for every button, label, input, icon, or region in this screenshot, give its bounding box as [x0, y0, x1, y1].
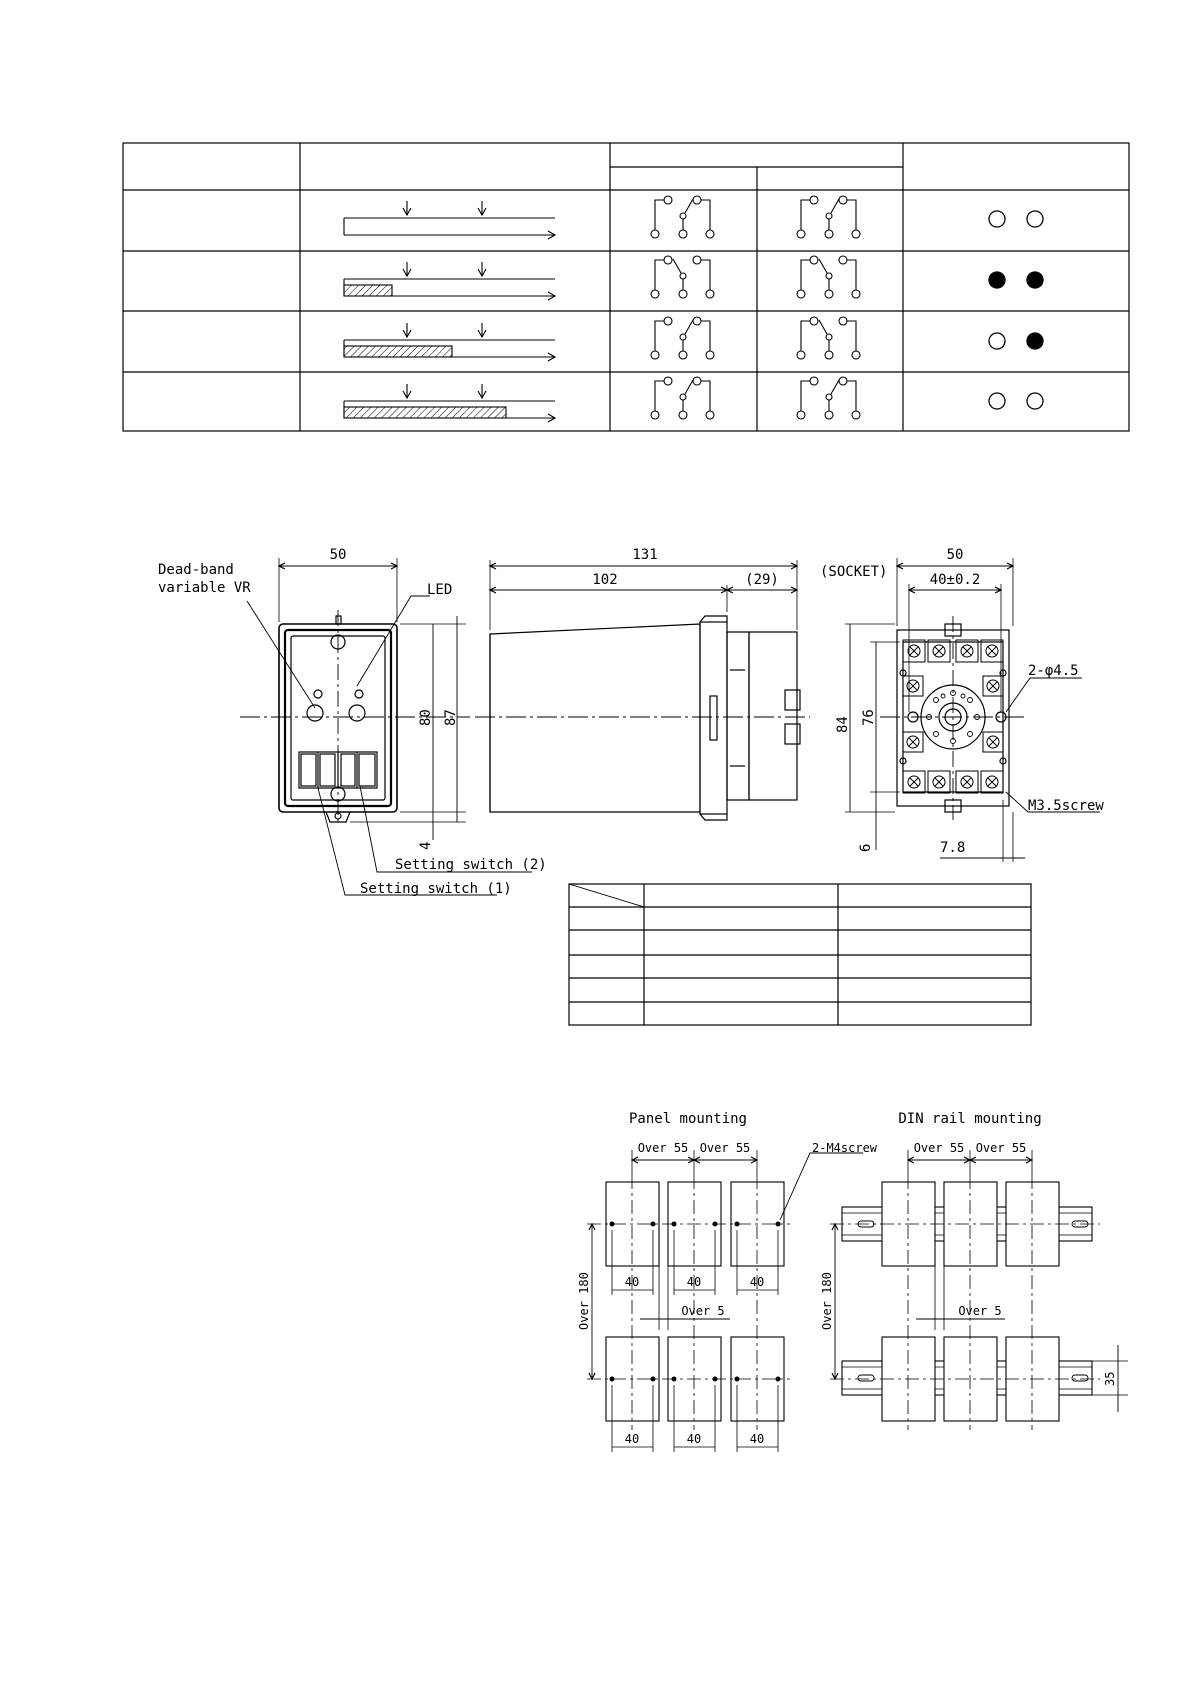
label-socket: (SOCKET)	[820, 564, 888, 580]
dim-socket-84: 84	[835, 716, 851, 733]
label-variable-vr: variable VR	[158, 580, 251, 596]
front-view-labels	[158, 547, 547, 897]
dim-din-over55-1: Over 55	[913, 1141, 965, 1155]
dim-socket-pitch: 40±0.2	[929, 572, 981, 588]
dim-din-35: 35	[1103, 1371, 1117, 1386]
time-chart-row-2	[344, 262, 555, 300]
dim-din-over180: Over 180	[820, 1272, 834, 1330]
dim-panel-40-a: 40	[624, 1275, 640, 1289]
led-indicator	[989, 393, 1005, 409]
din-mounting	[830, 1150, 1128, 1430]
dim-side-102: 102	[592, 572, 618, 588]
socket-view	[845, 558, 1100, 862]
led-indicator	[1027, 272, 1043, 288]
dim-panel-40-f: 40	[749, 1432, 765, 1446]
dim-panel-over55-1: Over 55	[637, 1141, 689, 1155]
dim-socket-6: 6	[858, 843, 874, 852]
dim-front-width: 50	[329, 547, 347, 563]
label-panel-screw: 2-M4screw	[812, 1141, 878, 1155]
led-indicator	[1027, 211, 1043, 227]
side-view	[475, 560, 810, 820]
dim-socket-76: 76	[861, 709, 877, 726]
small-table	[569, 884, 1031, 1025]
dim-panel-over55-2: Over 55	[699, 1141, 751, 1155]
title-panel-mounting: Panel mounting	[628, 1111, 748, 1127]
label-setting-switch-1: Setting switch (1)	[360, 881, 512, 897]
time-chart-row-4	[344, 384, 555, 422]
time-chart-row-3	[344, 323, 555, 361]
label-setting-switch-2: Setting switch (2)	[395, 857, 547, 873]
label-dead-band: Dead-band	[158, 562, 234, 578]
dim-panel-over5: Over 5	[681, 1304, 725, 1318]
dim-din-over5: Over 5	[958, 1304, 1002, 1318]
dim-side-29: (29)	[745, 572, 779, 588]
label-led: LED	[427, 582, 453, 598]
dim-panel-over180: Over 180	[577, 1272, 591, 1330]
dim-socket-7-8: 7.8	[940, 840, 966, 856]
dim-side-131: 131	[632, 547, 658, 563]
operation-table	[123, 143, 1129, 431]
label-socket-screw: M3.5screw	[1028, 798, 1104, 814]
title-din-mounting: DIN rail mounting	[898, 1111, 1042, 1127]
side-view-labels	[592, 547, 779, 588]
dim-panel-40-b: 40	[686, 1275, 702, 1289]
led-indicator	[989, 333, 1005, 349]
dim-front-4: 4	[418, 841, 434, 850]
mounting-titles	[629, 1111, 1042, 1127]
led-indicator	[1027, 393, 1043, 409]
dim-front-87: 87	[443, 709, 459, 726]
dim-socket-50: 50	[946, 547, 964, 563]
front-view	[240, 558, 532, 895]
contact-symbols	[651, 196, 860, 419]
time-chart-row-1	[344, 201, 555, 239]
dim-panel-40-e: 40	[686, 1432, 702, 1446]
label-socket-holes: 2-φ4.5	[1028, 663, 1079, 679]
led-indicator	[989, 272, 1005, 288]
dim-panel-40-c: 40	[749, 1275, 765, 1289]
dim-front-80: 80	[418, 709, 434, 726]
led-indicator	[989, 211, 1005, 227]
dim-din-over55-2: Over 55	[975, 1141, 1027, 1155]
led-indicator	[1027, 333, 1043, 349]
dim-panel-40-d: 40	[624, 1432, 640, 1446]
socket-view-labels	[820, 547, 1104, 856]
led-indicators	[989, 211, 1043, 409]
